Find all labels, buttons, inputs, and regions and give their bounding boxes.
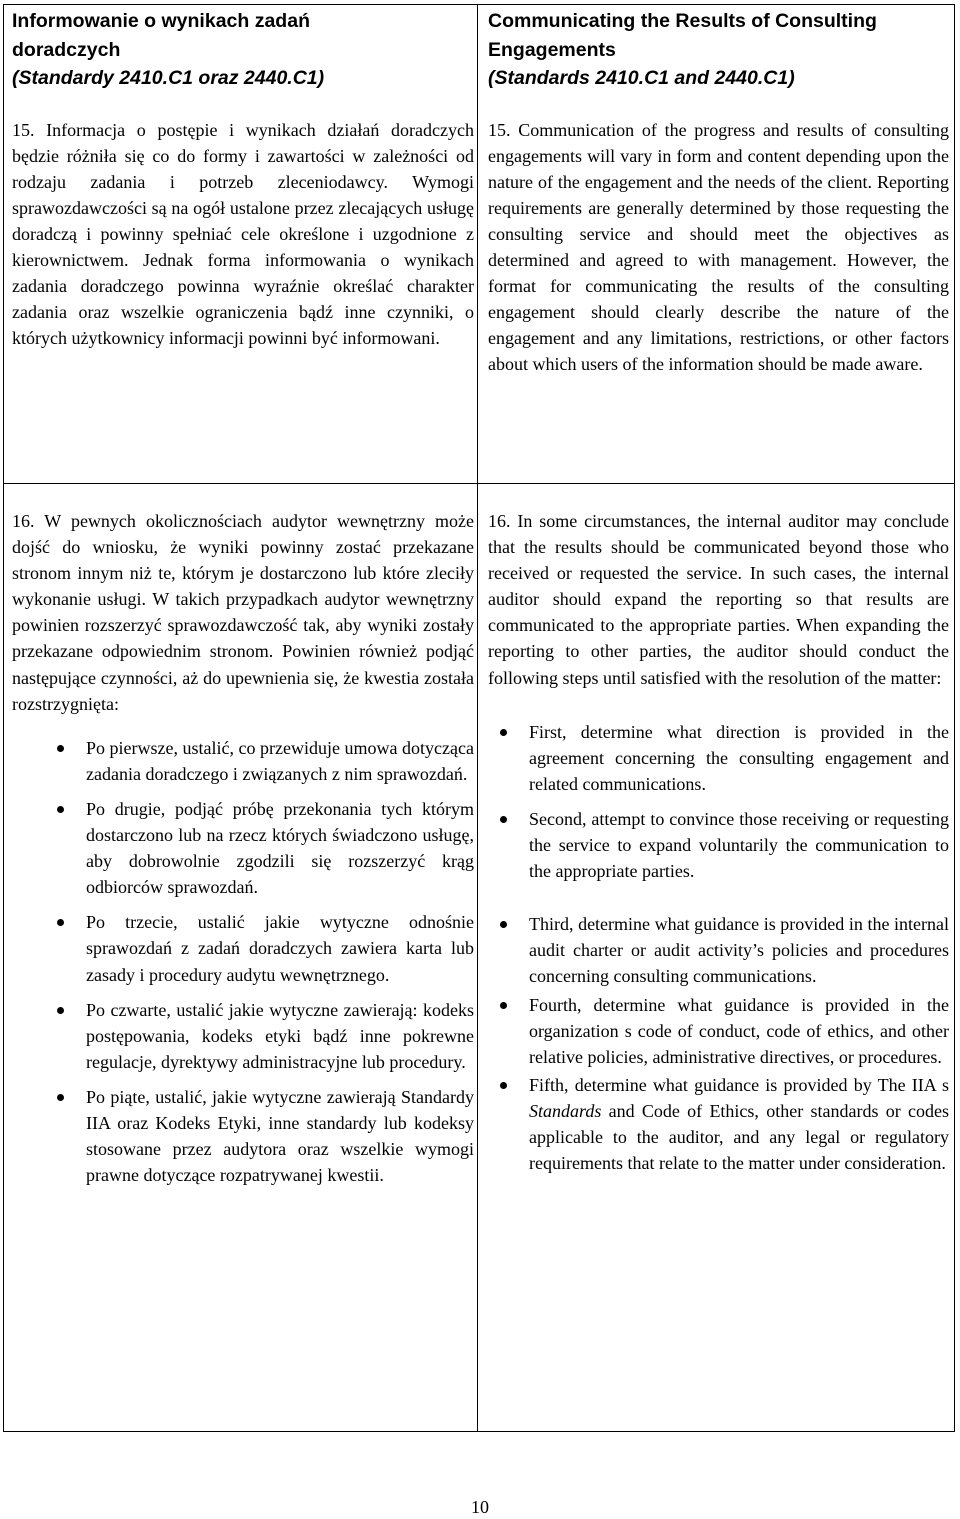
- paragraph-en-15: 15. Communication of the progress and results of consulting engagements will vary in form and content depending upon the nature of the engagement and the needs of the client. Reporting requirements are generally determined by those requesting the consulting service and should meet the objectives as determined and agreed to with management. However, the format for communicating the results of the consulting engagement should clearly describe the nature of the engagement and any limitations, restrictions, or other factors about which users of the information should be made aware.: [488, 119, 949, 375]
- heading-pl-line2: doradczych: [12, 38, 121, 61]
- bullet-item-en: Third, determine what guidance is provided in the internal audit charter or audit activity’s policies and procedures concerning consulting communications.: [488, 911, 949, 989]
- bullet-list-pl: [12, 735, 474, 1189]
- bullet-item-en: [488, 1072, 949, 1176]
- cell-pl-section-15: [12, 7, 474, 351]
- bullet-item-en: Second, attempt to convince those receiving or requesting the service to expand voluntarily the communication to the appropriate parties.: [488, 806, 949, 884]
- cell-en-section-15: [488, 7, 949, 377]
- heading-en: [488, 7, 949, 93]
- bullet-item-pl: Po czwarte, ustalić jakie wytyczne zawierają: kodeks postępowania, kodeks etyki bądź inne pokrewne regulacje, dyrektywy administracyjne lub procedury.: [12, 997, 474, 1075]
- column-divider: [477, 4, 478, 1432]
- bullet-item-pl: Po drugie, podjąć próbę przekonania tych którym dostarczono lub na rzecz których świadczono usługę, aby dobrowolnie zgodzili się rozszerzyć krąg odbiorców sprawozdań.: [12, 796, 474, 900]
- heading-en-line1: Communicating the Results of Consulting: [488, 10, 877, 32]
- bullet-en-5-text-b: and Code of Ethics, other standards or codes applicable to the auditor, and any legal or regulatory requirements that relate to the matter under consideration.: [529, 1100, 949, 1174]
- bullet-item-en: Fourth, determine what guidance is provided in the organization s code of conduct, code of ethics, and other relative policies, administrative directives, or procedures.: [488, 992, 949, 1070]
- paragraph-pl-16: 16. W pewnych okolicznościach audytor wewnętrzny może dojść do wniosku, że wyniki powinny zostać przekazane stronom innym niż te, którym je dostarczono lub które zleciły wykonanie usługi. W takich przypadkach audytor wewnętrzny powinien rozszerzyć sprawozdawczość tak, aby wyniki zostały przekazane odpowiednim stronom. Powinien również podjąć następujące czynności, aż do upewnienia się, że kwestia została rozstrzygnięta:: [12, 511, 474, 714]
- heading-en-line2: Engagements: [488, 38, 616, 61]
- bullet-item-pl: Po piąte, ustalić, jakie wytyczne zawierają Standardy IIA oraz Kodeks Etyki, inne standardy lub kodeksy stosowane przez audytora oraz wszelkie wymogi prawne dotyczące rozpatrywanej kwestii.: [12, 1084, 474, 1188]
- bullet-en-5-standards: Standards: [529, 1100, 602, 1121]
- heading-en-standards: (Standards 2410.C1 and 2440.C1): [488, 67, 795, 89]
- heading-pl: [12, 7, 474, 93]
- page-number: 10: [471, 1497, 489, 1517]
- heading-pl-standards: (Standardy 2410.C1 oraz 2440.C1): [12, 67, 325, 89]
- heading-pl-line1: Informowanie o wynikach zadań: [12, 10, 310, 32]
- cell-en-section-16: [488, 508, 949, 1176]
- cell-pl-section-16: [12, 508, 474, 1188]
- bullet-item-pl: Po trzecie, ustalić jakie wytyczne odnośnie sprawozdań z zadań doradczych zawiera karta lub zasady i procedury audytu wewnętrznego.: [12, 909, 474, 987]
- bullet-list-en: [488, 719, 949, 1177]
- bullet-item-en: First, determine what direction is provided in the agreement concerning the consulting engagement and related communications.: [488, 719, 949, 797]
- bullet-en-5-text-a: Fifth, determine what guidance is provided by The IIA s: [529, 1074, 949, 1095]
- row-divider: [3, 483, 955, 484]
- paragraph-en-16: 16. In some circumstances, the internal auditor may conclude that the results should be communicated beyond those who received or requested the service. In such cases, the internal auditor should expand the reporting so that results are communicated to the appropriate parties. When expanding the reporting to other parties, the auditor should conduct the following steps until satisfied with the resolution of the matter:: [488, 511, 949, 688]
- bullet-item-pl: Po pierwsze, ustalić, co przewiduje umowa dotycząca zadania doradczego i związanych z nim sprawozdań.: [12, 735, 474, 787]
- paragraph-pl-15: 15. Informacja o postępie i wynikach działań doradczych będzie różniła się co do formy i zawartości w zależności od rodzaju zadania i potrzeb zleceniodawcy. Wymogi sprawozdawczości są na ogół ustalone przez zlecających usługę doradczą i powinny spełniać cele określone i uzgodnione z kierownictwem. Jednak forma informowania o wynikach zadania doradczego powinna wyraźnie określać charakter zadania oraz wszelkie ograniczenia bądź inne czynniki, o których użytkownicy informacji powinni być informowani.: [12, 119, 474, 349]
